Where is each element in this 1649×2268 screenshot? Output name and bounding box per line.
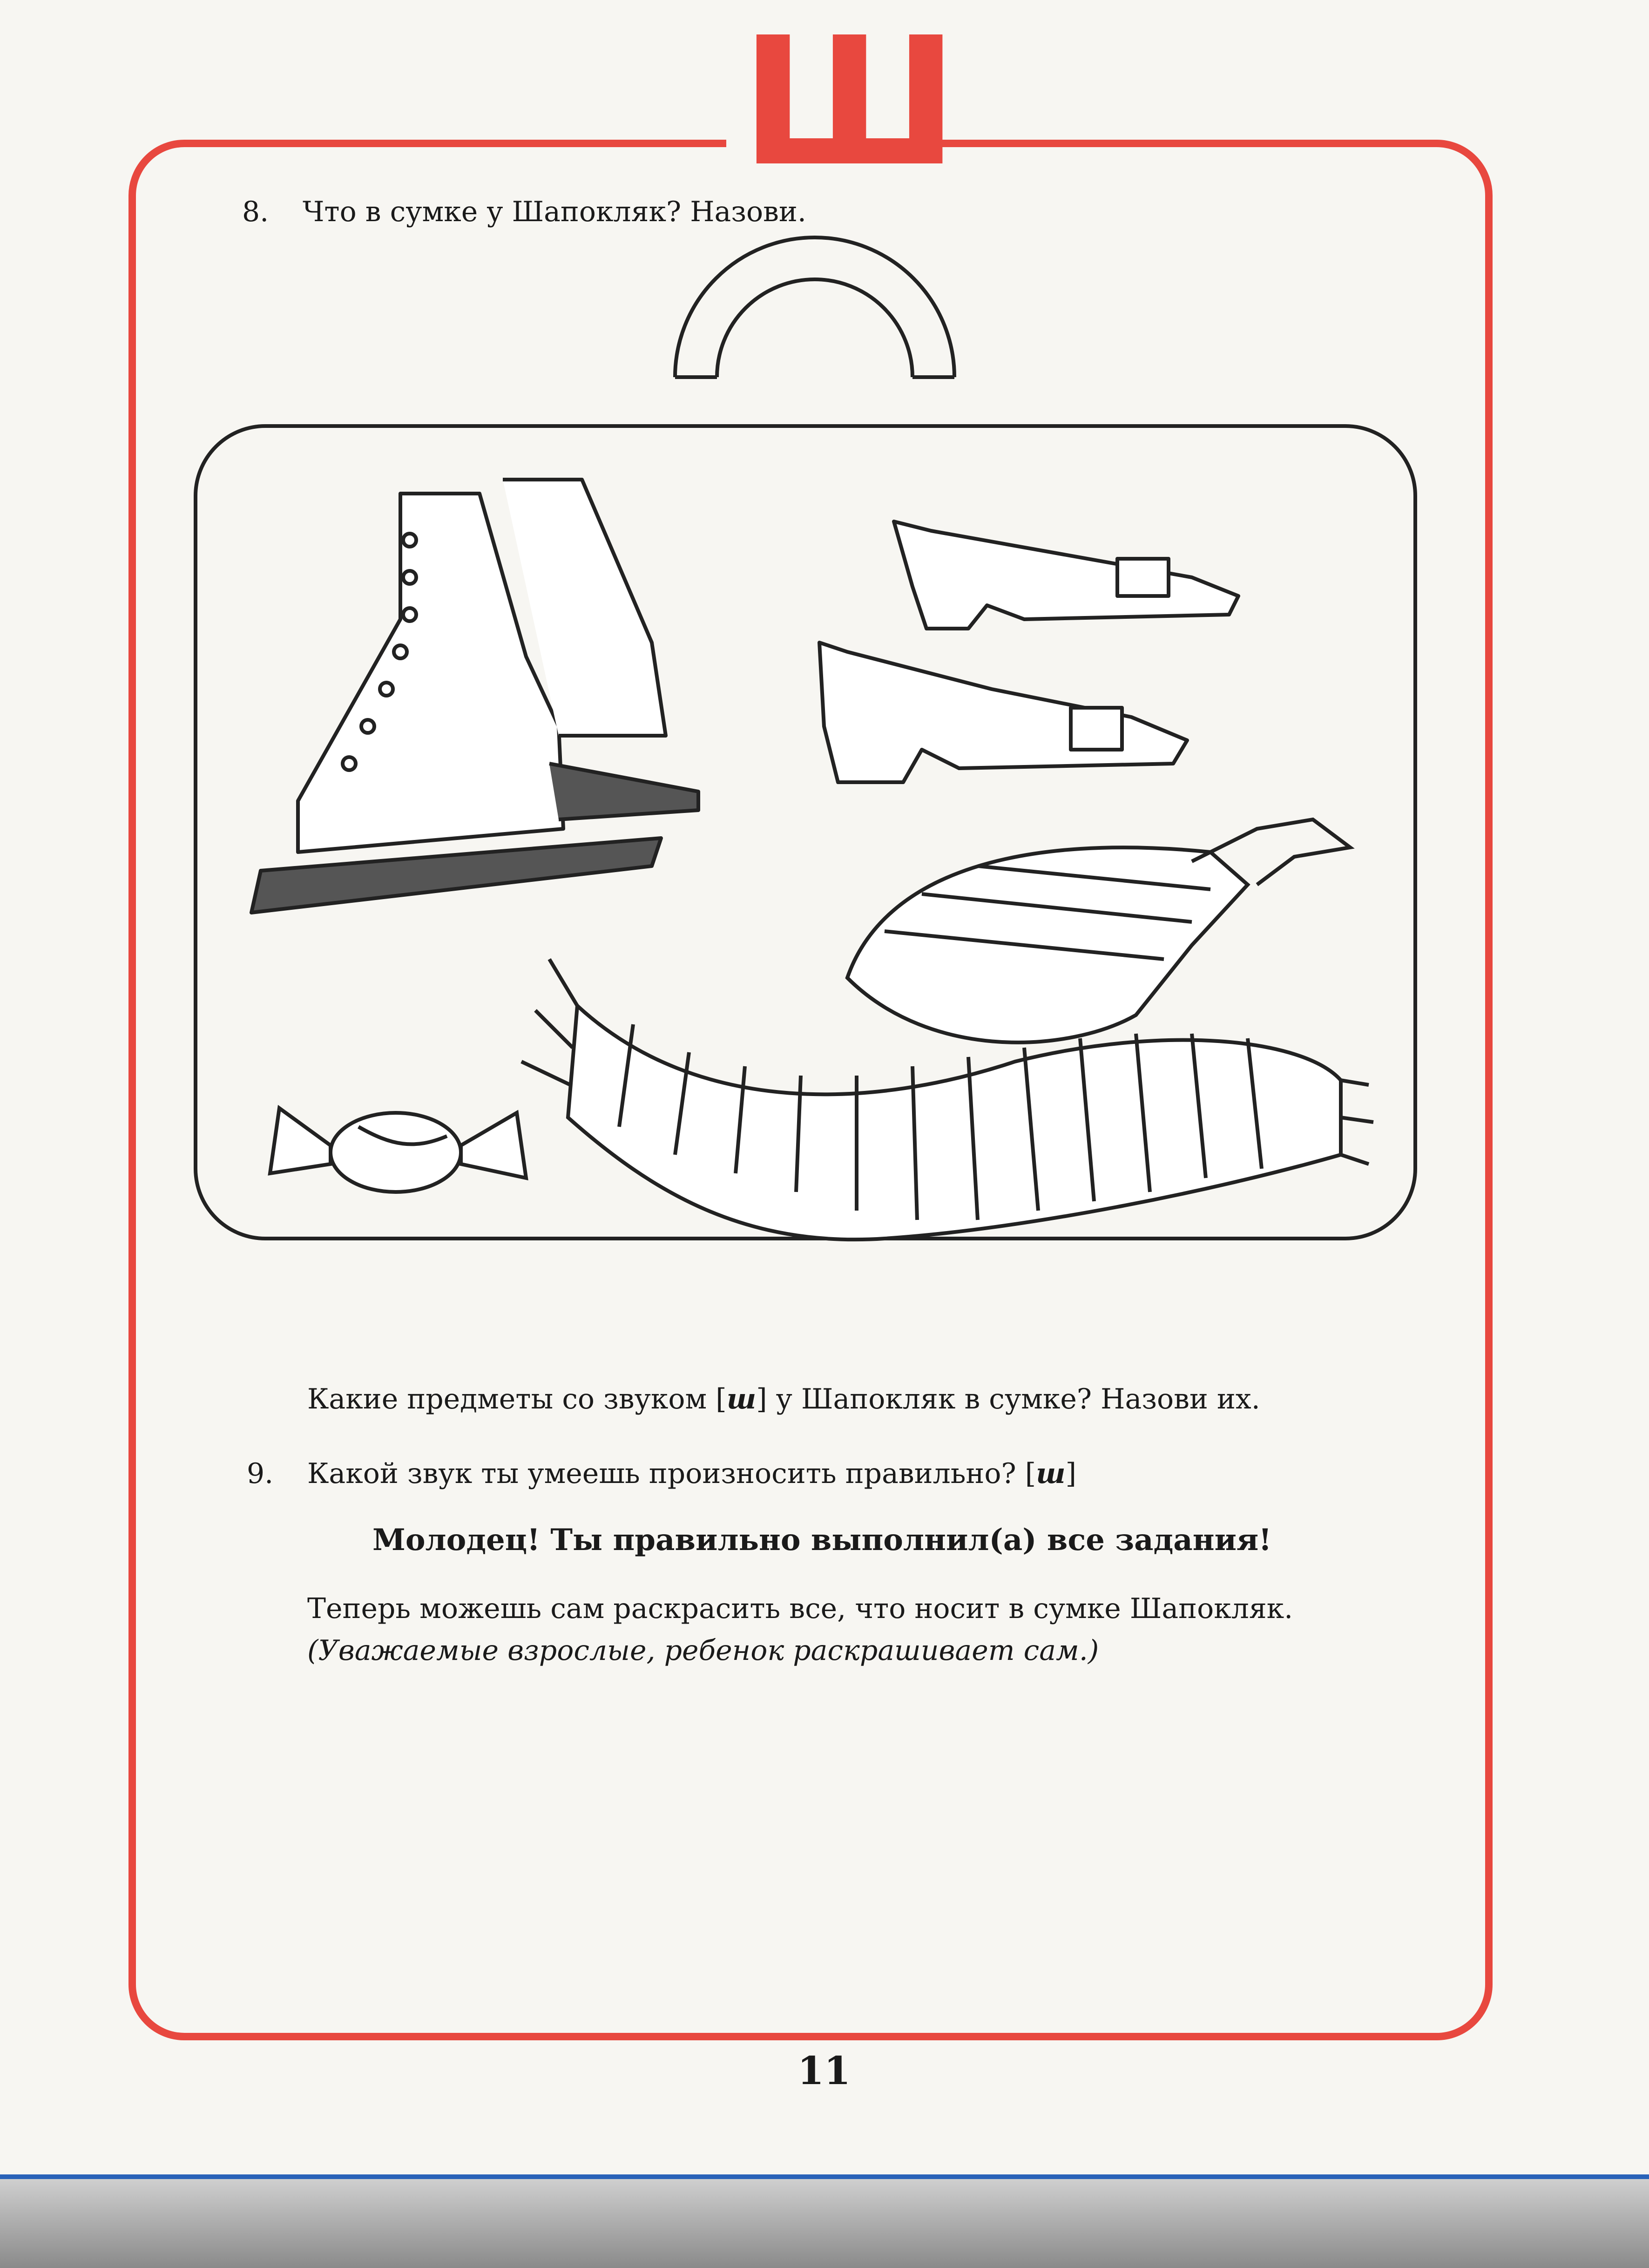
task9-text: Какой звук ты умеешь произносить правильно? [ш] [307, 1457, 1077, 1490]
header-letter: Ш [740, 0, 959, 205]
coloring-instruction: Теперь можешь сам раскрасить все, что носит в сумке Шапокляк. [307, 1592, 1293, 1625]
task8-number: 8. [242, 196, 269, 228]
hat-icon [847, 819, 1350, 1043]
praise-text: Молодец! Ты правильно выполнил(а) все задания! [372, 1523, 1272, 1557]
scan-edge [0, 2179, 1649, 2268]
task8-followup: Какие предметы со звуком [ш] у Шапокляк в сумке? Назови их. [307, 1383, 1260, 1415]
task8-text: Что в сумке у Шапокляк? Назови. [303, 196, 806, 228]
shoe-icon [819, 521, 1238, 782]
adult-note: (Уважаемые взрослые, ребенок раскрашивает сам.) [307, 1634, 1099, 1667]
bag-handle [675, 237, 954, 377]
task9-number: 9. [247, 1457, 274, 1490]
page-number: 11 [797, 2049, 851, 2093]
skates-icon [251, 480, 698, 913]
candy-icon [270, 1108, 526, 1192]
